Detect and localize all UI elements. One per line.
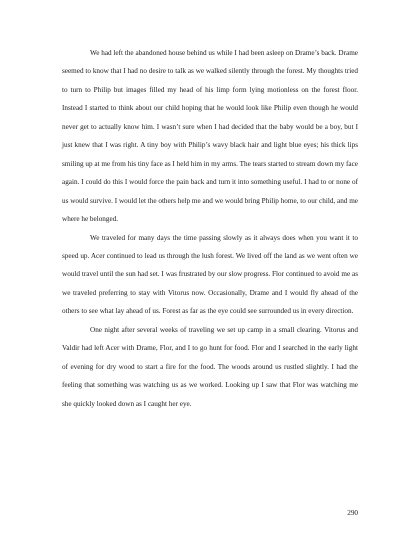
page-number: 290: [347, 509, 358, 517]
paragraph-2: We traveled for many days the time passing slowly as it always does when you want it to speed up. Acer continued to lead us through the lush forest. We lived off the land as we went often we would travel until the sun had set. I was frustrated by our slow progress. Flor continued to avoid me as we traveled preferring to stay with Vitorus now. Occasionally, Drame and I would fly ahead of the others to see what lay ahead of us. Forest as far as the eye could see surrounded us in every direction.: [62, 233, 358, 316]
paragraph-1: We had left the abandoned house behind us while I had been asleep on Drame’s back. Drame seemed to know that I had no desire to talk as we walked silently through the forest. My thoughts tried to turn to Philip but images filled my head of his limp form lying motionless on the forest floor. Instead I started to think about our child hoping that he would look like Philip even though he would never get to actually know him. I wasn’t sure when I had decided that the baby would be a boy, but I just knew that I was right. A tiny boy with Philip’s wavy black hair and light blue eyes; his thick lips smiling up at me from his tiny face as I held him in my arms. The tears started to stream down my face again. I could do this I would force the pain back and turn it into something useful. I had to or none of us would survive. I would let the others help me and we would bring Philip home, to our child, and me where he belonged.: [62, 49, 358, 224]
body-text: [62, 44, 358, 413]
paragraph-3: One night after several weeks of traveling we set up camp in a small clearing. Vitorus and Valdir had left Acer with Drame, Flor, and I to go hunt for food. Flor and I searched in the early light of evening for dry wood to start a fire for the food. The woods around us rustled slightly. I had the feeling that something was watching us as we worked. Looking up I saw that Flor was watching me she quickly looked down as I caught her eye.: [62, 325, 358, 408]
